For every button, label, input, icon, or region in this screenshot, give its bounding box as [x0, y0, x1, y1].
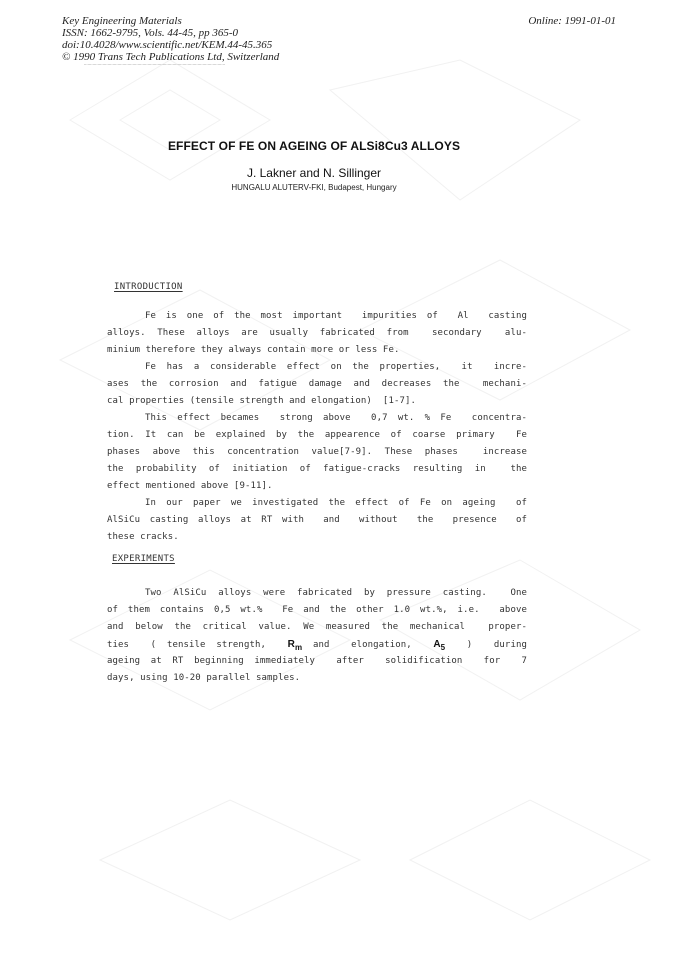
text-line: of them contains 0,5 wt.% Fe and the other 1.0 wt.%, i.e. above [107, 605, 527, 615]
paper-affiliation: HUNGALU ALUTERV-FKI, Budapest, Hungary [231, 183, 397, 192]
experiments-body [107, 585, 527, 687]
text-line: Fe has a considerable effect on the properties, it incre- [145, 362, 527, 372]
text-line: ageing at RT beginning immediately after solidification for 7 [107, 656, 527, 666]
text-line: tion. It can be explained by the appearence of coarse primary Fe [107, 430, 527, 440]
copyright-faint-line: ................................................................................................................. [84, 62, 226, 67]
text-line: Fe is one of the most important impurities of Al casting [145, 311, 527, 321]
journal-name: Key Engineering Materials [62, 15, 182, 27]
copyright-line: © 1990 Trans Tech Publications Ltd, Switzerland [62, 51, 280, 63]
doi-line: doi:10.4028/www.scientific.net/KEM.44-45.365 [62, 39, 273, 51]
text-line: phases above this concentration value[7-9]. These phases increase [107, 447, 527, 457]
rm-symbol: $R_m$ [287, 639, 303, 652]
online-date: Online: 1991-01-01 [528, 15, 616, 27]
introduction-body [107, 308, 527, 546]
text-line: effect mentioned above [9-11]. [107, 481, 273, 491]
paper-title: EFFECT OF FE ON AGEING OF ALSi8Cu3 ALLOYS [167, 139, 461, 153]
paper-authors: J. Lakner and N. Sillinger [246, 166, 382, 180]
text-line: these cracks. [107, 532, 179, 542]
section-heading-introduction: INTRODUCTION [114, 282, 183, 292]
issn-line: ISSN: 1662-9795, Vols. 44-45, pp 365-0 [62, 27, 238, 39]
text-line: This effect becames strong above 0,7 wt. % Fe concentra- [145, 413, 527, 423]
text-line: the probability of initiation of fatigue-cracks resulting in the [107, 464, 527, 474]
text-line: minium therefore they always contain more or less Fe. [107, 345, 400, 355]
text-line: In our paper we investigated the effect of Fe on ageing of [145, 498, 527, 508]
text-line: and below the critical value. We measured the mechanical proper- [107, 622, 527, 632]
journal-header [62, 15, 622, 68]
text-line: cal properties (tensile strength and elongation) [1-7]. [107, 396, 417, 406]
text-line: AlSiCu casting alloys at RT with and without the presence of [107, 515, 527, 525]
text-line-with-symbols: ties ( tensile strength, $R_m$ and elongation, $A_5$ ) during [107, 639, 527, 652]
text-line: alloys. These alloys are usually fabricated from secondary alu- [107, 328, 527, 338]
text-line: days, using 10-20 parallel samples. [107, 673, 301, 683]
text-line: Two AlSiCu alloys were fabricated by pressure casting. One [145, 588, 527, 598]
a5-symbol: $A_5$ [433, 639, 446, 652]
text-line: ases the corrosion and fatigue damage and decreases the mechani- [107, 379, 527, 389]
section-heading-experiments: EXPERIMENTS [112, 554, 175, 564]
